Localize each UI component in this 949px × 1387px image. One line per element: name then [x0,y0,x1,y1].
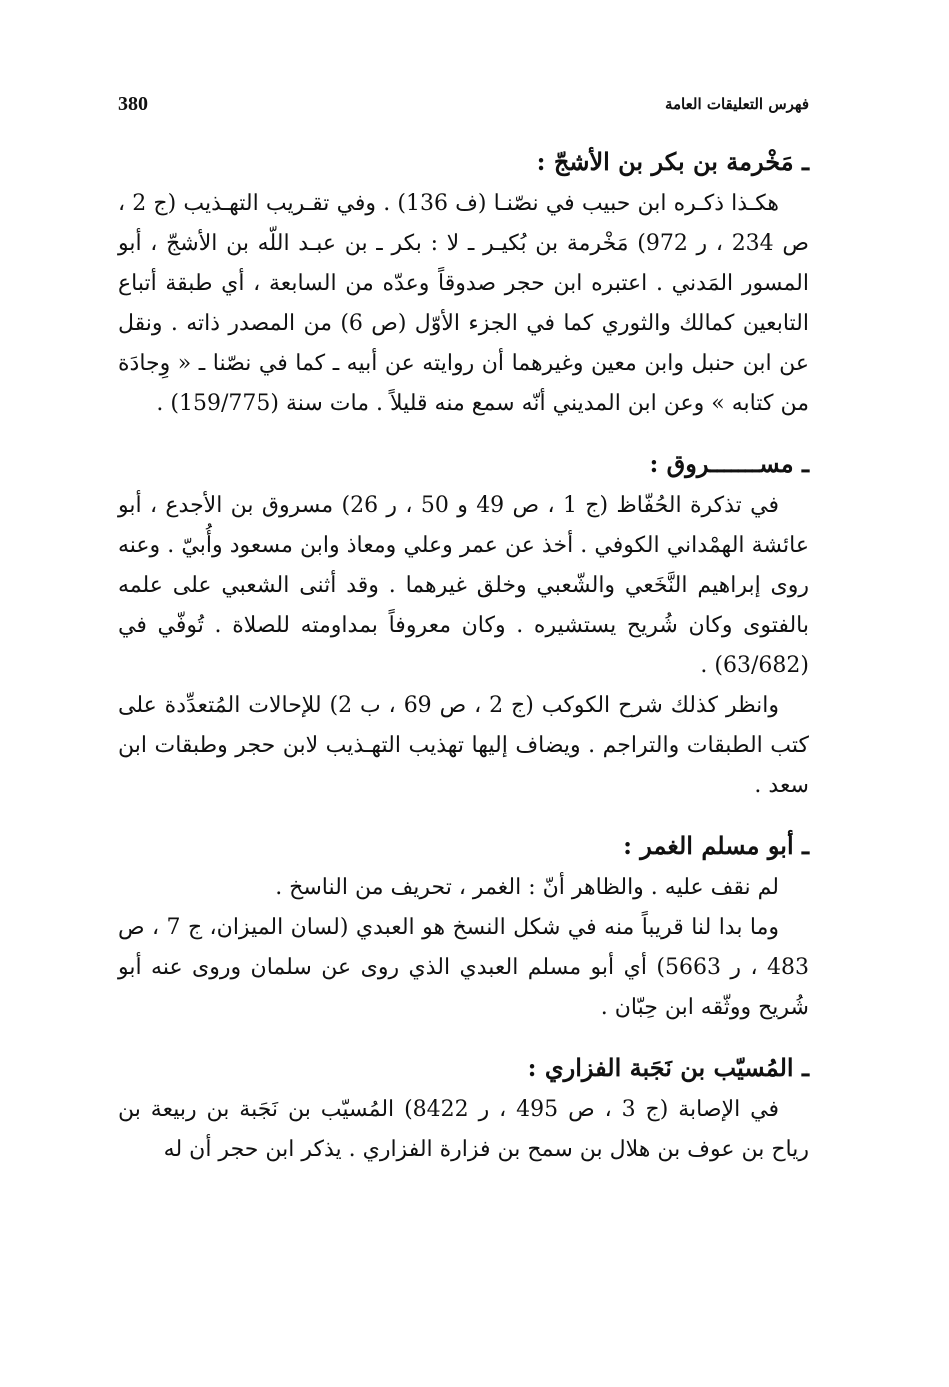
entry-heading: ـ أبو مسلم الغمر : [623,831,809,860]
entry-musayyab [118,1046,809,1170]
entry-masruq [118,442,809,806]
entry-paragraph: وما بدا لنا قريباً منه في شكل النسخ هو العبدي (لسان الميزان، ج 7 ، ص 483 ، ر 5663) أي أبو مسلم العبدي الذي روى عن سلمان وروى عنه أبو شُريح ووثّقه ابن حِبّان . [118,915,809,1020]
entry-paragraph: وانظر كذلك شرح الكوكب (ج 2 ، ص 69 ، ب 2) للإحالات المُتعدِّدة على كتب الطبقات والتراجم . ويضاف إليها تهذيب التهـذيب لابن حجر وطبقات ابن سعد . [118,693,809,798]
running-title: فهرس التعليقات العامة [664,95,809,113]
entry-paragraph: لم نقف عليه . والظاهر أنّ : الغمر ، تحريف من الناسخ . [275,875,779,900]
entry-paragraph: في الإصابة (ج 3 ، ص 495 ، ر 8422) المُسيّب بن نَجَبة بن ربيعة بن رياح بن عوف بن هلال بن سمح بن فزارة الفزاري . يذكر ابن حجر أن له [118,1097,809,1162]
page-header [118,86,809,122]
entry-paragraph: هكـذا ذكـره ابن حبيب في نصّنـا (ف 136) . وفي تقـريب التهـذيب (ج 2 ، ص 234 ، ر 972) مَخْرمة بن بُكيـر ـ لا : بكر ـ بن عبـد اللّه بن الأشجّ ، أبو المسور المَدني . اعتبره ابن حجر صدوقاً وعدّه من السابعة ، أي طبقة أتباع التابعين كمالك والثوري كما في الجزء الأوّل (ص 6) من المصدر ذاته . ونقل عن ابن حنبل وابن معين وغيرهما أن روايته عن أبيه ـ كما في نصّنا ـ « وِجادَة من كتابه » وعن ابن المديني أنّه سمع منه قليلاً . مات سنة (159/775) . [118,191,809,416]
page-number: 380 [118,92,148,115]
entry-abu-muslim [118,824,809,1028]
page-body [118,140,809,1188]
entry-heading: ـ المُسيّب بن نَجَبة الفزاري : [527,1053,809,1082]
entry-heading: ـ مســـــــروق : [649,449,809,478]
entry-paragraph: في تذكرة الحُفّاظ (ج 1 ، ص 49 و 50 ، ر 26) مسروق بن الأجدع ، أبو عائشة الهمْداني الكوفي . أخذ عن عمر وعلي ومعاذ وابن مسعود وأُبيّ . وعنه روى إبراهيم النَّخَعي والشّعبي وخلق غيرهما . وقد أثنى الشعبي على علمه بالفتوى وكان شُريح يستشيره . وكان معروفاً بمداومته للصلاة . تُوفّي في (63/682) . [118,493,809,678]
entry-heading: ـ مَخْرمة بن بكر بن الأشجّ : [536,147,809,176]
entry-makhrama [118,140,809,424]
